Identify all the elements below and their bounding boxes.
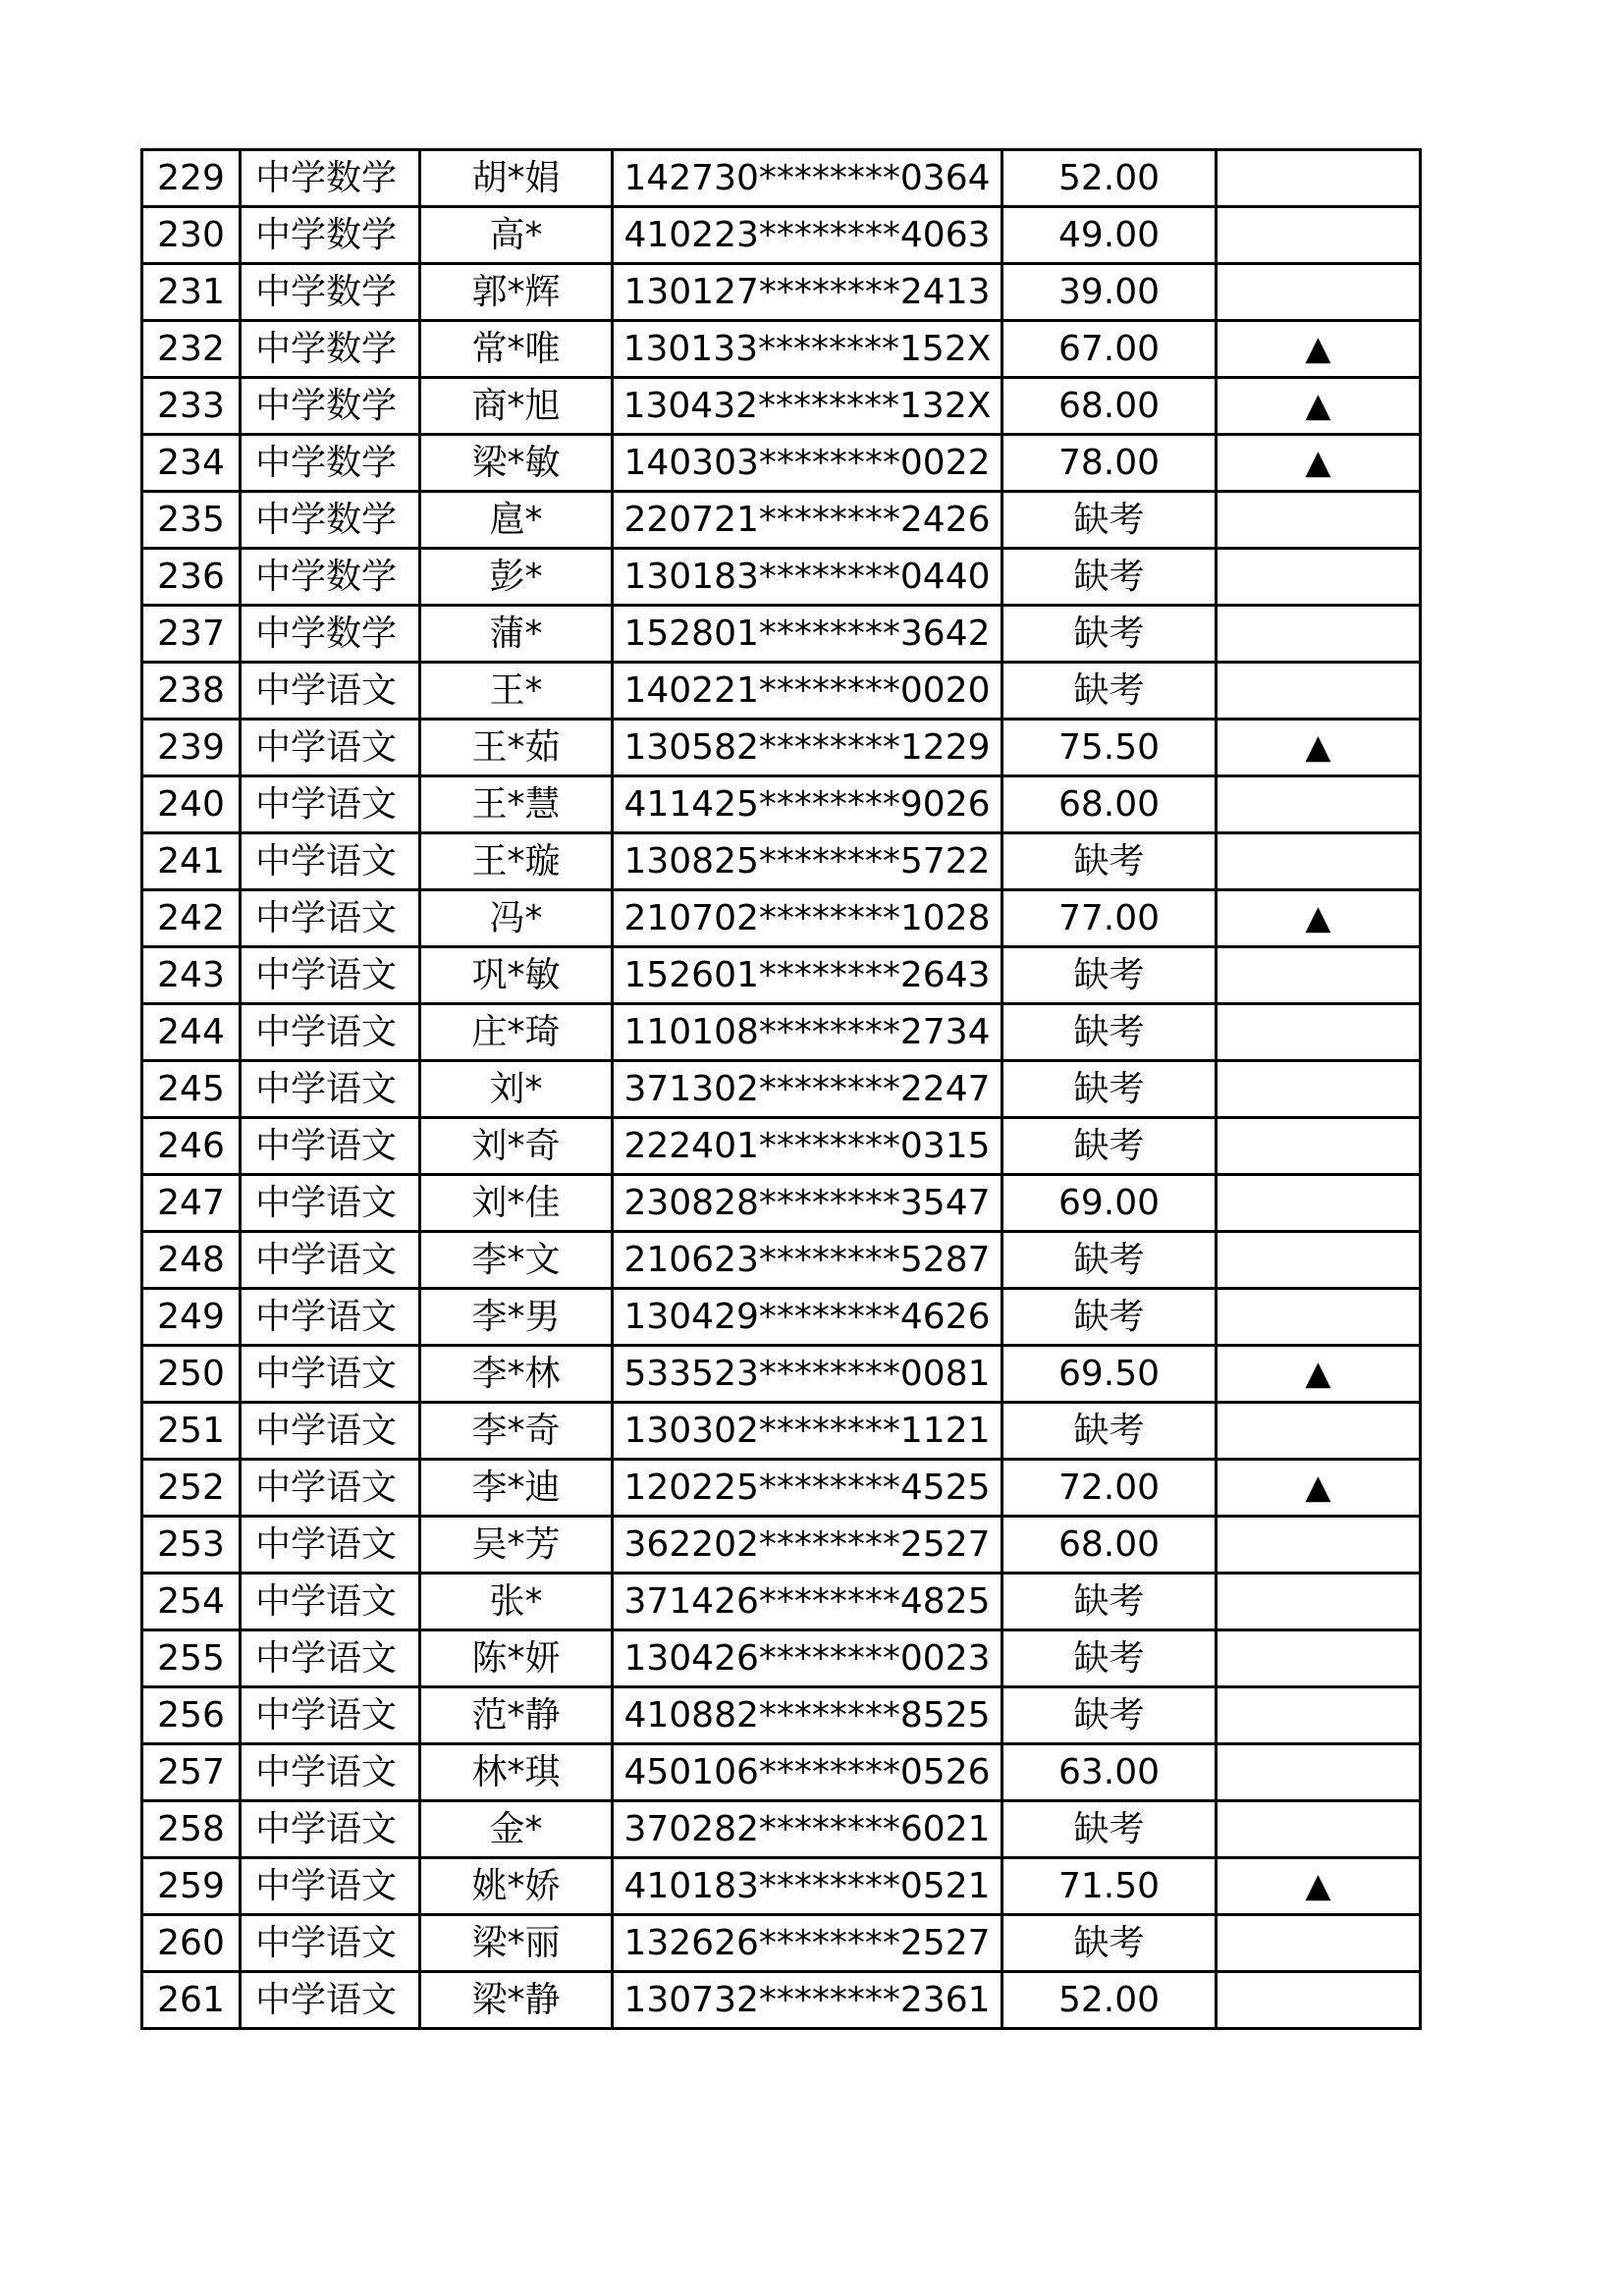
flag-cell (1217, 1403, 1421, 1460)
name-cell: 姚*娇 (420, 1858, 613, 1915)
name-cell: 李*迪 (420, 1460, 613, 1517)
subject-cell: 中学语文 (241, 1915, 420, 1972)
id-number-cell: 132626********2527 (613, 1915, 1002, 1972)
row-number-cell: 248 (142, 1232, 241, 1289)
subject-cell: 中学语文 (241, 1232, 420, 1289)
score-cell: 39.00 (1002, 264, 1217, 321)
subject-cell: 中学数学 (241, 492, 420, 549)
table-row (142, 1744, 1421, 1801)
id-number-cell: 120225********4525 (613, 1460, 1002, 1517)
subject-cell: 中学语文 (241, 1346, 420, 1403)
flag-cell (1217, 492, 1421, 549)
subject-cell: 中学语文 (241, 776, 420, 833)
table-row (142, 947, 1421, 1004)
subject-cell: 中学语文 (241, 947, 420, 1004)
name-cell: 吴*芳 (420, 1517, 613, 1574)
row-number-cell: 237 (142, 606, 241, 663)
flag-cell (1217, 1004, 1421, 1061)
id-number-cell: 130582********1229 (613, 720, 1002, 776)
id-number-cell: 410183********0521 (613, 1858, 1002, 1915)
flag-cell (1217, 606, 1421, 663)
table-row (142, 1460, 1421, 1517)
results-table-body (142, 150, 1421, 2029)
id-number-cell: 130429********4626 (613, 1289, 1002, 1346)
table-row (142, 264, 1421, 321)
name-cell: 金* (420, 1801, 613, 1858)
score-cell: 67.00 (1002, 321, 1217, 378)
flag-cell (1217, 549, 1421, 606)
id-number-cell: 130183********0440 (613, 549, 1002, 606)
table-row (142, 1004, 1421, 1061)
table-row (142, 378, 1421, 435)
flag-cell (1217, 1175, 1421, 1232)
row-number-cell: 241 (142, 833, 241, 890)
name-cell: 李*文 (420, 1232, 613, 1289)
score-cell: 缺考 (1002, 606, 1217, 663)
score-cell: 缺考 (1002, 1289, 1217, 1346)
name-cell: 王* (420, 663, 613, 720)
table-row (142, 1346, 1421, 1403)
flag-cell: ▲ (1217, 1346, 1421, 1403)
subject-cell: 中学语文 (241, 1175, 420, 1232)
subject-cell: 中学语文 (241, 1460, 420, 1517)
id-number-cell: 140221********0020 (613, 663, 1002, 720)
name-cell: 李*林 (420, 1346, 613, 1403)
score-cell: 缺考 (1002, 1574, 1217, 1630)
table-row (142, 1801, 1421, 1858)
id-number-cell: 210623********5287 (613, 1232, 1002, 1289)
row-number-cell: 231 (142, 264, 241, 321)
name-cell: 蒲* (420, 606, 613, 663)
id-number-cell: 110108********2734 (613, 1004, 1002, 1061)
table-row (142, 1175, 1421, 1232)
row-number-cell: 247 (142, 1175, 241, 1232)
subject-cell: 中学语文 (241, 1289, 420, 1346)
row-number-cell: 256 (142, 1687, 241, 1744)
row-number-cell: 242 (142, 890, 241, 947)
row-number-cell: 234 (142, 435, 241, 492)
flag-cell: ▲ (1217, 378, 1421, 435)
name-cell: 张* (420, 1574, 613, 1630)
table-row (142, 1858, 1421, 1915)
score-cell: 缺考 (1002, 1004, 1217, 1061)
id-number-cell: 371302********2247 (613, 1061, 1002, 1118)
flag-cell: ▲ (1217, 1858, 1421, 1915)
id-number-cell: 130432********132X (613, 378, 1002, 435)
table-row (142, 1517, 1421, 1574)
score-cell: 缺考 (1002, 1915, 1217, 1972)
name-cell: 刘*佳 (420, 1175, 613, 1232)
flag-cell (1217, 1061, 1421, 1118)
id-number-cell: 222401********0315 (613, 1118, 1002, 1175)
score-cell: 缺考 (1002, 492, 1217, 549)
id-number-cell: 130127********2413 (613, 264, 1002, 321)
score-cell: 78.00 (1002, 435, 1217, 492)
table-row (142, 1972, 1421, 2029)
id-number-cell: 411425********9026 (613, 776, 1002, 833)
name-cell: 庄*琦 (420, 1004, 613, 1061)
score-cell: 52.00 (1002, 1972, 1217, 2029)
subject-cell: 中学数学 (241, 150, 420, 207)
flag-cell (1217, 833, 1421, 890)
subject-cell: 中学数学 (241, 606, 420, 663)
table-row (142, 776, 1421, 833)
score-cell: 缺考 (1002, 1232, 1217, 1289)
score-cell: 52.00 (1002, 150, 1217, 207)
subject-cell: 中学语文 (241, 1403, 420, 1460)
score-cell: 75.50 (1002, 720, 1217, 776)
subject-cell: 中学数学 (241, 207, 420, 264)
subject-cell: 中学语文 (241, 1574, 420, 1630)
subject-cell: 中学语文 (241, 1858, 420, 1915)
flag-cell: ▲ (1217, 890, 1421, 947)
subject-cell: 中学数学 (241, 264, 420, 321)
table-row (142, 720, 1421, 776)
name-cell: 常*唯 (420, 321, 613, 378)
flag-cell (1217, 1232, 1421, 1289)
score-cell: 77.00 (1002, 890, 1217, 947)
row-number-cell: 259 (142, 1858, 241, 1915)
id-number-cell: 210702********1028 (613, 890, 1002, 947)
flag-cell (1217, 1744, 1421, 1801)
flag-cell (1217, 1517, 1421, 1574)
flag-cell (1217, 1915, 1421, 1972)
subject-cell: 中学数学 (241, 549, 420, 606)
score-cell: 68.00 (1002, 1517, 1217, 1574)
score-cell: 缺考 (1002, 549, 1217, 606)
table-row (142, 492, 1421, 549)
row-number-cell: 243 (142, 947, 241, 1004)
table-row (142, 890, 1421, 947)
name-cell: 梁*敏 (420, 435, 613, 492)
flag-cell (1217, 1972, 1421, 2029)
flag-cell: ▲ (1217, 720, 1421, 776)
flag-cell (1217, 947, 1421, 1004)
id-number-cell: 410882********8525 (613, 1687, 1002, 1744)
table-row (142, 606, 1421, 663)
flag-cell (1217, 1630, 1421, 1687)
subject-cell: 中学数学 (241, 435, 420, 492)
id-number-cell: 230828********3547 (613, 1175, 1002, 1232)
name-cell: 李*男 (420, 1289, 613, 1346)
score-cell: 71.50 (1002, 1858, 1217, 1915)
score-cell: 缺考 (1002, 947, 1217, 1004)
row-number-cell: 235 (142, 492, 241, 549)
flag-cell (1217, 1801, 1421, 1858)
subject-cell: 中学语文 (241, 833, 420, 890)
id-number-cell: 533523********0081 (613, 1346, 1002, 1403)
row-number-cell: 244 (142, 1004, 241, 1061)
table-row (142, 1289, 1421, 1346)
subject-cell: 中学语文 (241, 1972, 420, 2029)
subject-cell: 中学语文 (241, 663, 420, 720)
row-number-cell: 254 (142, 1574, 241, 1630)
table-row (142, 207, 1421, 264)
subject-cell: 中学语文 (241, 890, 420, 947)
name-cell: 郭*辉 (420, 264, 613, 321)
id-number-cell: 130732********2361 (613, 1972, 1002, 2029)
score-cell: 缺考 (1002, 1061, 1217, 1118)
row-number-cell: 239 (142, 720, 241, 776)
name-cell: 王*茹 (420, 720, 613, 776)
id-number-cell: 152601********2643 (613, 947, 1002, 1004)
flag-cell (1217, 207, 1421, 264)
score-cell: 63.00 (1002, 1744, 1217, 1801)
subject-cell: 中学数学 (241, 378, 420, 435)
table-row (142, 435, 1421, 492)
row-number-cell: 253 (142, 1517, 241, 1574)
name-cell: 商*旭 (420, 378, 613, 435)
flag-cell (1217, 1289, 1421, 1346)
flag-cell: ▲ (1217, 435, 1421, 492)
row-number-cell: 261 (142, 1972, 241, 2029)
row-number-cell: 232 (142, 321, 241, 378)
id-number-cell: 410223********4063 (613, 207, 1002, 264)
score-cell: 69.50 (1002, 1346, 1217, 1403)
flag-cell (1217, 264, 1421, 321)
name-cell: 林*琪 (420, 1744, 613, 1801)
row-number-cell: 240 (142, 776, 241, 833)
subject-cell: 中学语文 (241, 1744, 420, 1801)
score-cell: 72.00 (1002, 1460, 1217, 1517)
score-cell: 69.00 (1002, 1175, 1217, 1232)
row-number-cell: 236 (142, 549, 241, 606)
score-cell: 68.00 (1002, 776, 1217, 833)
row-number-cell: 260 (142, 1915, 241, 1972)
score-cell: 49.00 (1002, 207, 1217, 264)
subject-cell: 中学语文 (241, 1004, 420, 1061)
flag-cell (1217, 663, 1421, 720)
id-number-cell: 140303********0022 (613, 435, 1002, 492)
table-row (142, 663, 1421, 720)
id-number-cell: 130302********1121 (613, 1403, 1002, 1460)
row-number-cell: 238 (142, 663, 241, 720)
table-row (142, 1403, 1421, 1460)
id-number-cell: 152801********3642 (613, 606, 1002, 663)
row-number-cell: 246 (142, 1118, 241, 1175)
table-row (142, 1232, 1421, 1289)
id-number-cell: 370282********6021 (613, 1801, 1002, 1858)
subject-cell: 中学语文 (241, 1630, 420, 1687)
row-number-cell: 255 (142, 1630, 241, 1687)
name-cell: 刘*奇 (420, 1118, 613, 1175)
subject-cell: 中学语文 (241, 720, 420, 776)
id-number-cell: 142730********0364 (613, 150, 1002, 207)
score-cell: 缺考 (1002, 1403, 1217, 1460)
name-cell: 扈* (420, 492, 613, 549)
table-row (142, 549, 1421, 606)
name-cell: 李*奇 (420, 1403, 613, 1460)
name-cell: 陈*妍 (420, 1630, 613, 1687)
name-cell: 彭* (420, 549, 613, 606)
score-cell: 缺考 (1002, 1118, 1217, 1175)
name-cell: 王*慧 (420, 776, 613, 833)
id-number-cell: 130133********152X (613, 321, 1002, 378)
name-cell: 王*璇 (420, 833, 613, 890)
name-cell: 梁*丽 (420, 1915, 613, 1972)
results-table (140, 148, 1422, 2030)
flag-cell (1217, 776, 1421, 833)
name-cell: 刘* (420, 1061, 613, 1118)
name-cell: 高* (420, 207, 613, 264)
name-cell: 冯* (420, 890, 613, 947)
name-cell: 梁*静 (420, 1972, 613, 2029)
flag-cell (1217, 150, 1421, 207)
score-cell: 68.00 (1002, 378, 1217, 435)
subject-cell: 中学语文 (241, 1118, 420, 1175)
table-row (142, 1630, 1421, 1687)
row-number-cell: 257 (142, 1744, 241, 1801)
subject-cell: 中学语文 (241, 1687, 420, 1744)
flag-cell (1217, 1118, 1421, 1175)
table-row (142, 1574, 1421, 1630)
table-row (142, 1118, 1421, 1175)
flag-cell (1217, 1687, 1421, 1744)
score-cell: 缺考 (1002, 1687, 1217, 1744)
table-row (142, 1687, 1421, 1744)
row-number-cell: 251 (142, 1403, 241, 1460)
table-row (142, 1915, 1421, 1972)
id-number-cell: 362202********2527 (613, 1517, 1002, 1574)
row-number-cell: 233 (142, 378, 241, 435)
id-number-cell: 130825********5722 (613, 833, 1002, 890)
id-number-cell: 130426********0023 (613, 1630, 1002, 1687)
row-number-cell: 258 (142, 1801, 241, 1858)
subject-cell: 中学语文 (241, 1061, 420, 1118)
flag-cell: ▲ (1217, 1460, 1421, 1517)
subject-cell: 中学数学 (241, 321, 420, 378)
score-cell: 缺考 (1002, 1630, 1217, 1687)
id-number-cell: 220721********2426 (613, 492, 1002, 549)
flag-cell (1217, 1574, 1421, 1630)
score-cell: 缺考 (1002, 663, 1217, 720)
table-row (142, 150, 1421, 207)
row-number-cell: 230 (142, 207, 241, 264)
score-cell: 缺考 (1002, 833, 1217, 890)
id-number-cell: 371426********4825 (613, 1574, 1002, 1630)
table-row (142, 833, 1421, 890)
subject-cell: 中学语文 (241, 1801, 420, 1858)
flag-cell: ▲ (1217, 321, 1421, 378)
table-row (142, 321, 1421, 378)
row-number-cell: 249 (142, 1289, 241, 1346)
row-number-cell: 250 (142, 1346, 241, 1403)
row-number-cell: 252 (142, 1460, 241, 1517)
row-number-cell: 245 (142, 1061, 241, 1118)
name-cell: 胡*娟 (420, 150, 613, 207)
row-number-cell: 229 (142, 150, 241, 207)
score-cell: 缺考 (1002, 1801, 1217, 1858)
table-row (142, 1061, 1421, 1118)
name-cell: 范*静 (420, 1687, 613, 1744)
id-number-cell: 450106********0526 (613, 1744, 1002, 1801)
name-cell: 巩*敏 (420, 947, 613, 1004)
subject-cell: 中学语文 (241, 1517, 420, 1574)
